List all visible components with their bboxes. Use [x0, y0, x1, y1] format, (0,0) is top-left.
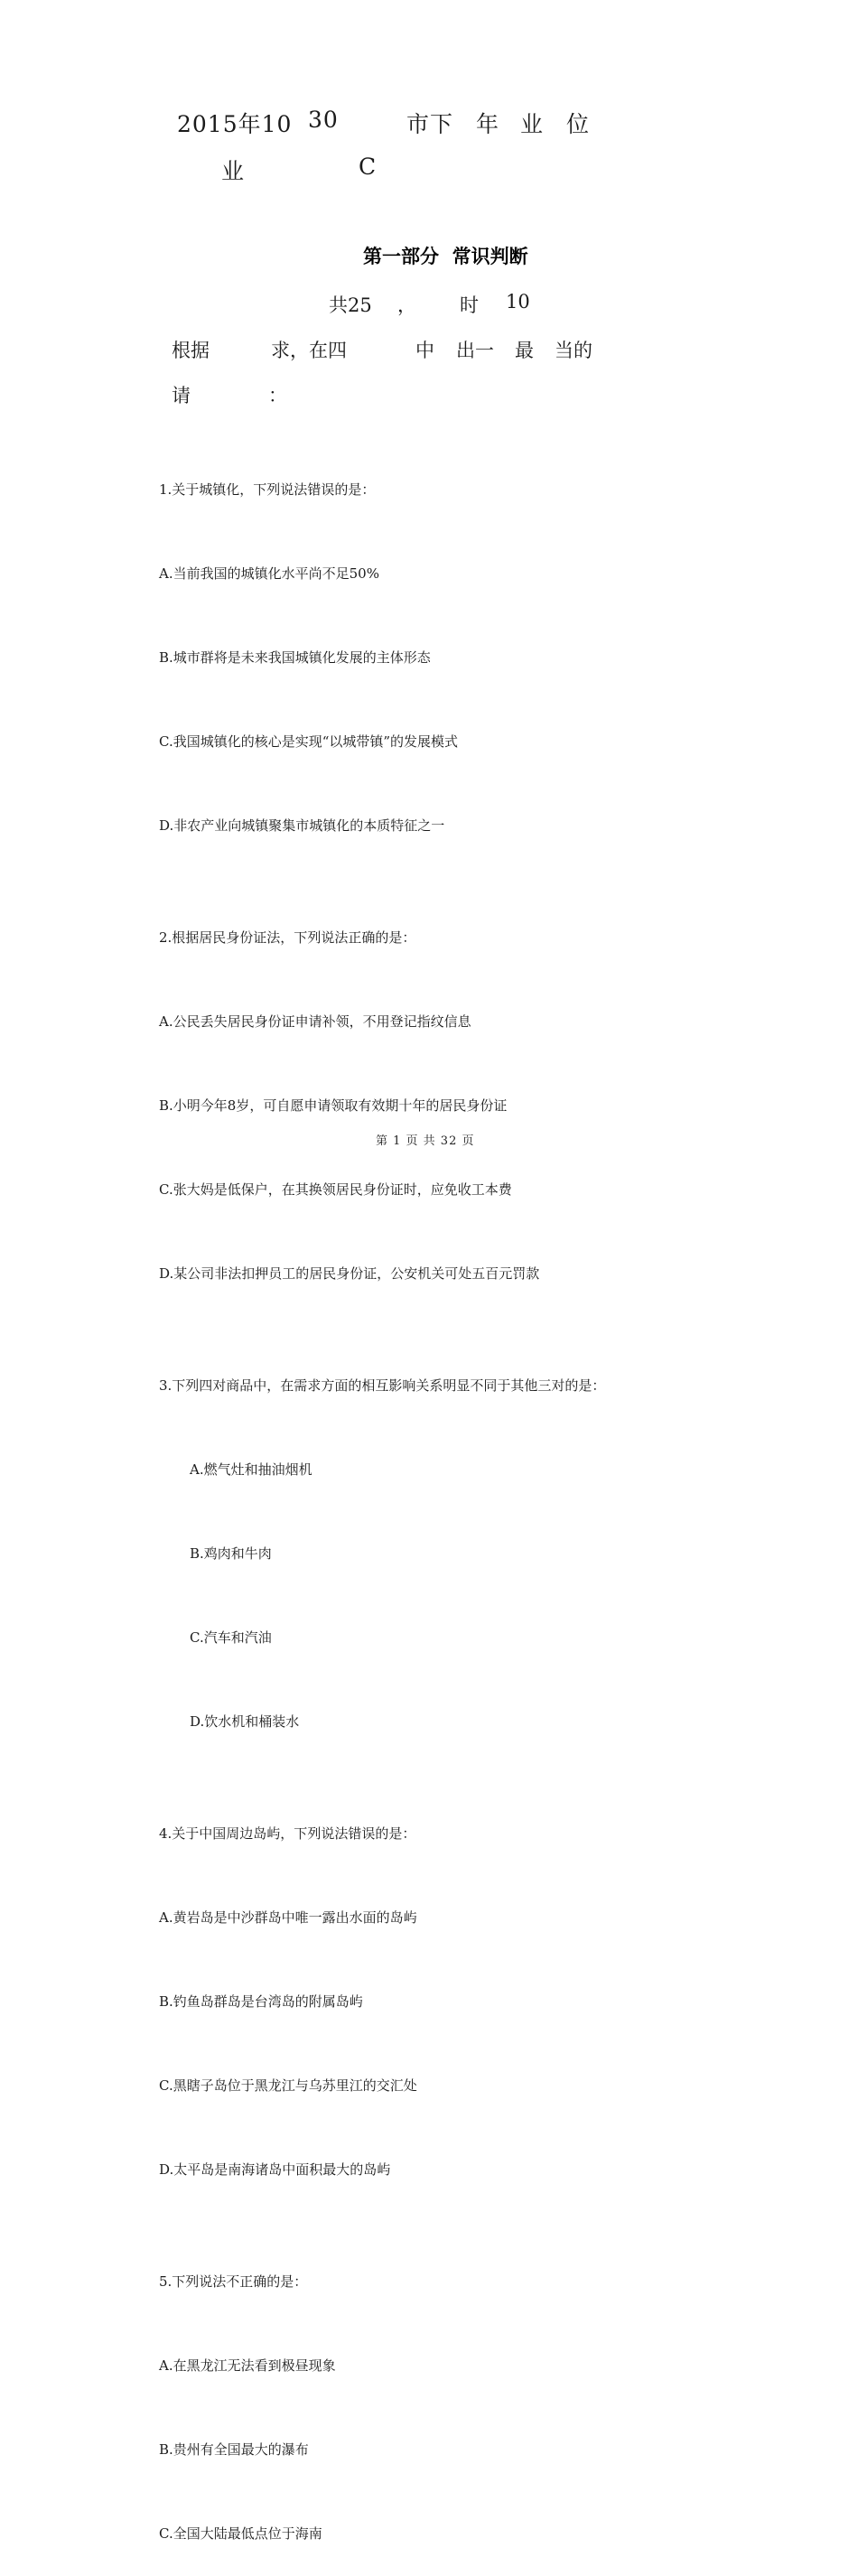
- section-heading: 第一部分 常识判断: [363, 246, 528, 267]
- title-fragment: 市下: [406, 111, 454, 137]
- question-stem: 4.关于中国周边岛屿，下列说法错误的是：: [159, 1825, 416, 1842]
- instruction-fragment: 根据: [172, 340, 210, 361]
- count-fragment: 共25: [329, 294, 372, 316]
- answer-option: C.我国城镇化的核心是实现“以城带镇”的发展模式: [159, 733, 459, 750]
- question-stem: 5.下列说法不正确的是：: [159, 2273, 308, 2290]
- instruction-fragment: ：: [268, 385, 287, 406]
- instruction-fragment: 请: [172, 385, 191, 406]
- title-fragment: 2015年10: [177, 111, 293, 137]
- answer-option: C.黑瞎子岛位于黑龙江与乌苏里江的交汇处: [159, 2077, 417, 2094]
- question-stem: 3.下列四对商品中，在需求方面的相互影响关系明显不同于其他三对的是：: [159, 1377, 606, 1394]
- instruction-fragment: 出一: [456, 340, 494, 361]
- instruction-fragment: 求，在四: [271, 340, 347, 361]
- answer-option: B.钓鱼岛群岛是台湾岛的附属岛屿: [159, 1993, 363, 2010]
- instruction-fragment: 中: [415, 340, 434, 361]
- instruction-fragment: 最: [515, 340, 534, 361]
- instruction-fragment: 当的: [555, 340, 592, 361]
- title-fragment: 位: [566, 111, 591, 137]
- answer-option: C.汽车和汽油: [190, 1629, 272, 1646]
- answer-option: D.非农产业向城镇聚集市城镇化的本质特征之一: [159, 817, 445, 834]
- answer-option: D.太平岛是南海诸岛中面积最大的岛屿: [159, 2161, 391, 2178]
- question-stem: 1.关于城镇化，下列说法错误的是：: [159, 481, 376, 498]
- answer-option: A.燃气灶和抽油烟机: [190, 1461, 312, 1478]
- answer-option: D.某公司非法扣押员工的居民身份证，公安机关可处五百元罚款: [159, 1265, 540, 1282]
- title-fragment: C: [359, 154, 378, 180]
- answer-option: B.鸡肉和牛肉: [190, 1545, 272, 1562]
- page-number: 第 1 页 共 32 页: [376, 1134, 475, 1148]
- question-stem: 2.根据居民身份证法，下列说法正确的是：: [159, 929, 416, 946]
- question-list: [159, 420, 605, 2576]
- title-fragment: 业: [221, 158, 246, 184]
- answer-option: A.公民丢失居民身份证申请补领，不用登记指纹信息: [159, 1013, 471, 1030]
- title-fragment: 业: [520, 111, 545, 137]
- count-fragment: ，: [397, 294, 416, 316]
- answer-option: A.黄岩岛是中沙群岛中唯一露出水面的岛屿: [159, 1909, 417, 1926]
- answer-option: D.饮水机和桶装水: [190, 1713, 300, 1730]
- answer-option: B.城市群将是未来我国城镇化发展的主体形态: [159, 649, 431, 666]
- count-fragment: 时: [460, 294, 479, 316]
- count-fragment: 10: [506, 291, 530, 313]
- answer-option: A.当前我国的城镇化水平尚不足50%: [159, 565, 379, 582]
- answer-option: B.贵州有全国最大的瀑布: [159, 2441, 309, 2458]
- answer-option: C.张大妈是低保户，在其换领居民身份证时，应免收工本费: [159, 1181, 512, 1198]
- answer-option: A.在黑龙江无法看到极昼现象: [159, 2357, 336, 2374]
- title-fragment: 年: [476, 111, 500, 137]
- answer-option: B.小明今年8岁，可自愿申请领取有效期十年的居民身份证: [159, 1097, 508, 1114]
- answer-option: C.全国大陆最低点位于海南: [159, 2525, 322, 2542]
- title-fragment: 30: [308, 107, 339, 133]
